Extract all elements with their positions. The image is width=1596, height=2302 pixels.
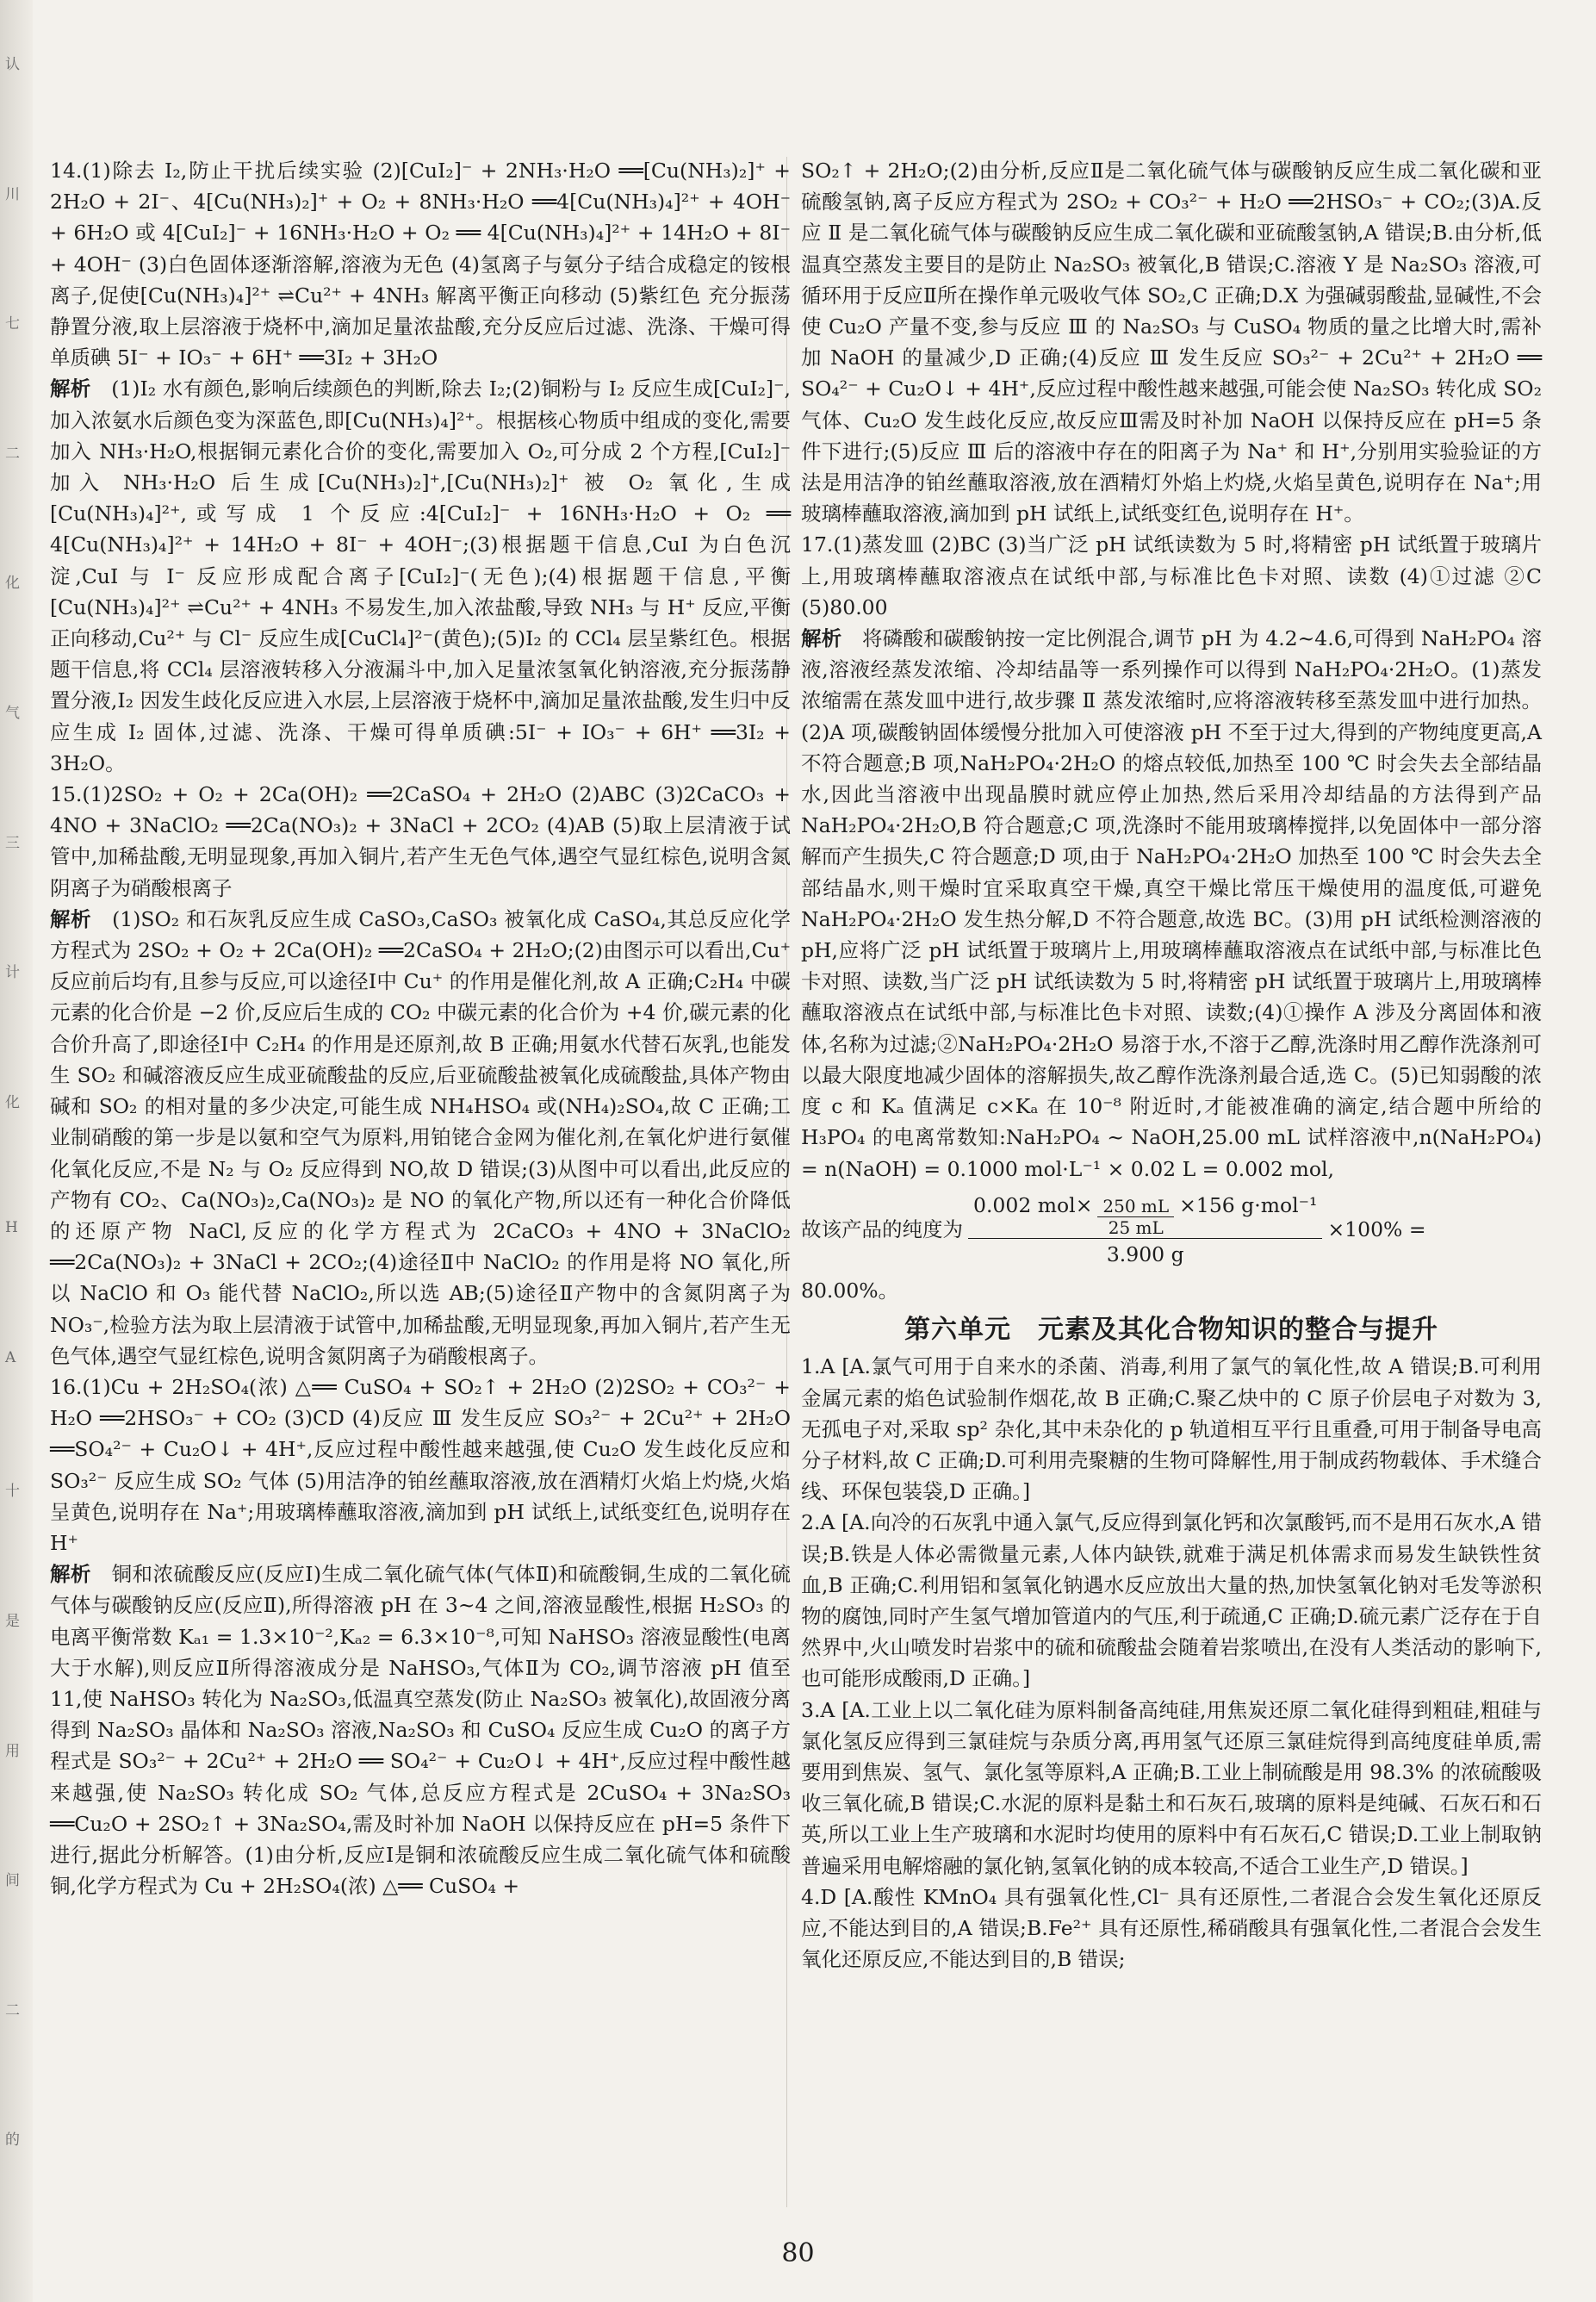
binding-edge-char: 川 [5,185,20,203]
purity-numerator-b: ×156 g·mol⁻¹ [1179,1192,1318,1217]
analysis-label: 解析 [801,626,842,651]
binding-edge-char: 二 [5,2001,20,2019]
purity-denominator: 3.900 g [1106,1241,1184,1266]
binding-edge-char: 十 [5,1483,20,1501]
q17-analysis [801,623,1542,1185]
binding-edge-char: 三 [5,834,20,852]
purity-numerator [968,1190,1322,1239]
q17-answer: 17.(1)蒸发皿 (2)BC (3)当广泛 pH 试纸读数为 5 时,将精密 pH 试纸置于玻璃片上,用玻璃棒蘸取溶液点在试纸中部,与标准比色卡对照、读数 (4)①过滤 ②C (5)80.00 [801,532,1542,619]
binding-edge-char: 二 [5,445,20,463]
page-binding-edge [0,0,33,2302]
binding-edge-char: 用 [5,1742,20,1760]
unit-answer-item: 3.A [A.工业上以二氧化硅为原料制备高纯硅,用焦炭还原二氧化硅得到粗硅,粗硅与氯化氢反应得到三氯硅烷与杂质分离,再用氢气还原三氯硅烷得到高纯度硅单质,需要用到焦炭、氢气、氯化氢等原料,A 正确;B.工业上制硫酸是用 98.3% 的浓硫酸吸收三氧化硫,B 错误;C.水泥的原料是黏土和石灰石,玻璃的原料是纯碱、石灰石和石英,所以工业上生产玻璃和水泥时均使用的原料中有石灰石,C 错误;D.工业上制取钠普遍采用电解熔融的氯化钠,氢氧化钠的成本较高,不适合工业生产,D 错误。] [801,1697,1542,1878]
volume-ratio [1097,1196,1174,1238]
analysis-label: 解析 [50,906,92,931]
unit-answer-item: 4.D [A.酸性 KMnO₄ 具有强氧化性,Cl⁻ 具有还原性,二者混合会发生氧化还原反应,不能达到目的,A 错误;B.Fe²⁺ 具有还原性,稀硝酸具有强氧化性,二者混合会发生氧化还原反应,不能达到目的,B 错误; [801,1884,1542,1972]
q16-answer: 16.(1)Cu + 2H₂SO₄(浓) △══ CuSO₄ + SO₂↑ + 2H₂O (2)2SO₂ + CO₃²⁻ + H₂O ══2HSO₃⁻ + CO₂ (3)CD (4)反应 Ⅲ 发生反应 SO₃²⁻ + 2Cu²⁺ + 2H₂O ══SO₄²⁻ + Cu₂O↓ + 4H⁺,反应过程中酸性越来越强,使 Cu₂O 发生歧化反应和 SO₃²⁻ 反应生成 SO₂ 气体 (5)用洁净的铂丝蘸取溶液,放在酒精灯火焰上灼烧,火焰呈黄色,说明存在 Na⁺;用玻璃棒蘸取溶液,滴加到 pH 试纸上,试纸变红色,说明存在 H⁺ [50,1374,791,1555]
q16-analysis [50,1559,791,1901]
q14-analysis-text: (1)I₂ 水有颜色,影响后续颜色的判断,除去 I₂;(2)铜粉与 I₂ 反应生成[CuI₂]⁻,加入浓氨水后颜色变为深蓝色,即[Cu(NH₃)₄]²⁺。根据核心物质中组成的变化,需要加入 NH₃·H₂O,根据铜元素化合价的变化,需要加入 O₂,可分成 2 个方程,[CuI₂]⁻ 加入 NH₃·H₂O 后生成[Cu(NH₃)₂]⁺,[Cu(NH₃)₂]⁺ 被 O₂ 氧化,生成[Cu(NH₃)₄]²⁺,或写成 1 个反应:4[CuI₂]⁻ + 16NH₃·H₂O + O₂ ══ 4[Cu(NH₃)₄]²⁺ + 14H₂O + 8I⁻ + 4OH⁻;(3)根据题干信息,CuI 为白色沉淀,CuI 与 I⁻ 反应形成配合离子[CuI₂]⁻(无色);(4)根据题干信息,平衡[Cu(NH₃)₄]²⁺ ⇌Cu²⁺ + 4NH₃ 不易发生,加入浓盐酸,导致 NH₃ 与 H⁺ 反应,平衡正向移动,Cu²⁺ 与 Cl⁻ 反应生成[CuCl₄]²⁻(黄色);(5)I₂ 的 CCl₄ 层呈紫红色。根据题干信息,将 CCl₄ 层溶液转移入分液漏斗中,加入足量浓氢氧化钠溶液,充分振荡静置分液,I₂ 因发生歧化反应进入水层,上层溶液于烧杯中,滴加足量浓盐酸,发生归中反应生成 I₂ 固体,过滤、洗涤、干燥可得单质碘:5I⁻ + IO₃⁻ + 6H⁺ ══3I₂ + 3H₂O。 [50,376,792,775]
q15-analysis [50,904,791,1372]
binding-edge-char: 计 [5,964,20,982]
unit-answer-item: 2.A [A.向冷的石灰乳中通入氯气,反应得到氯化钙和次氯酸钙,而不是用石灰水,A 错误;B.铁是人体必需微量元素,人体内缺铁,就难于满足机体需求而易发生缺铁性贫血,B 正确;C.利用铝和氢氧化钠遇水反应放出大量的热,加快氢氧化钠对毛发等淤积物的腐蚀,同时产生氢气增加管道内的气压,利于疏通,C 正确;D.硫元素广泛存在于自然界中,火山喷发时岩浆中的硫和硫酸盐会随着岩浆喷出,在没有人类活动的影响下,也可能形成酸雨,D 正确。] [801,1510,1542,1691]
purity-result: 80.00%。 [801,1278,899,1303]
analysis-label: 解析 [50,376,91,401]
volume-ratio-numerator: 250 mL [1097,1196,1174,1217]
q14-analysis [50,373,791,779]
page-number: 80 [781,2238,815,2268]
q16-analysis-continued: SO₂↑ + 2H₂O;(2)由分析,反应Ⅱ是二氧化硫气体与碳酸钠反应生成二氧化碳和亚硫酸氢钠,离子反应方程式为 2SO₂ + CO₃²⁻ + H₂O ══2HSO₃⁻ + CO₂;(3)A.反应 Ⅱ 是二氧化硫气体与碳酸钠反应生成二氧化碳和亚硫酸氢钠,A 错误;B.由分析,低温真空蒸发主要目的是防止 Na₂SO₃ 被氧化,B 错误;C.溶液 Y 是 Na₂SO₃ 溶液,可循环用于反应Ⅱ所在操作单元吸收气体 SO₂,C 正确;D.X 为强碱弱酸盐,显碱性,不会使 Cu₂O 产量不变,参与反应 Ⅲ 的 Na₂SO₃ 与 CuSO₄ 物质的量之比增大时,需补加 NaOH 的量减少,D 正确;(4)反应 Ⅲ 发生反应 SO₃²⁻ + 2Cu²⁺ + 2H₂O ══ SO₄²⁻ + Cu₂O↓ + 4H⁺,反应过程中酸性越来越强,可能会使 Na₂SO₃ 转化成 SO₂ 气体、Cu₂O 发生歧化反应,故反应Ⅲ需及时补加 NaOH 以保持反应在 pH=5 条件下进行;(5)反应 Ⅲ 后的溶液中存在的阳离子为 Na⁺ 和 H⁺,分别用实验验证的方法是用洁净的铂丝蘸取溶液,放在酒精灯外焰上灼烧,火焰呈黄色,说明存在 Na⁺;用玻璃棒蘸取溶液,滴加到 pH 试纸上,试纸变红色,说明存在 H⁺。 [801,159,1542,526]
q15-answer: 15.(1)2SO₂ + O₂ + 2Ca(OH)₂ ══2CaSO₄ + 2H₂O (2)ABC (3)2CaCO₃ + 4NO + 3NaClO₂ ══2Ca(NO₃)₂ + 3NaCl + 2CO₂ (4)AB (5)取上层清液于试管中,加稀盐酸,无明显现象,再加入铜片,若产生无色气体,遇空气显红棕色,说明含氮阴离子为硝酸根离子 [50,782,791,900]
binding-edge-char: 七 [5,315,20,333]
purity-fraction [968,1190,1322,1270]
binding-edge-char: 认 [5,56,20,73]
unit-answer-item: 1.A [A.氯气可用于自来水的杀菌、消毒,利用了氯气的氧化性,故 A 错误;B.可利用金属元素的焰色试验制作烟花,故 B 正确;C.聚乙炔中的 C 原子价层电子对数为 3,无孤电子对,采取 sp² 杂化,其中未杂化的 p 轨道相互平行且重叠,可用于制备导电高分子材料,故 C 正确;D.可利用壳聚糖的生物可降解性,用于制成药物载体、手术缝合线、环保包装袋,D 正确。] [801,1354,1542,1504]
left-column [50,155,791,1901]
binding-edge-char: 间 [5,1872,20,1890]
binding-edge-char: 气 [5,704,20,722]
q14-answer: 14.(1)除去 I₂,防止干扰后续实验 (2)[CuI₂]⁻ + 2NH₃·H₂O ══[Cu(NH₃)₂]⁺ + 2H₂O + 2I⁻、4[Cu(NH₃)₂]⁺ + O₂ + 8NH₃·H₂O ══4[Cu(NH₃)₄]²⁺ + 4OH⁻ + 6H₂O 或 4[CuI₂]⁻ + 16NH₃·H₂O + O₂ ══ 4[Cu(NH₃)₄]²⁺ + 14H₂O + 8I⁻ + 4OH⁻ (3)白色固体逐渐溶解,溶液为无色 (4)氢离子与氨分子结合成稳定的铵根离子,促使[Cu(NH₃)₄]²⁺ ⇌Cu²⁺ + 4NH₃ 解离平衡正向移动 (5)紫红色 充分振荡静置分液,取上层溶液于烧杯中,滴加足量浓盐酸,充分反应后过滤、洗涤、干燥可得单质碘 5I⁻ + IO₃⁻ + 6H⁺ ══3I₂ + 3H₂O [50,159,791,370]
purity-formula [801,1190,1542,1270]
binding-edge-char: 化 [5,1093,20,1111]
q16-analysis-text: 铜和浓硫酸反应(反应Ⅰ)生成二氧化硫气体(气体Ⅱ)和硫酸铜,生成的二氧化硫气体与碳酸钠反应(反应Ⅱ),所得溶液 pH 在 3~4 之间,溶液显酸性,根据 H₂SO₃ 的电离平衡常数 Kₐ₁ = 1.3×10⁻²,Kₐ₂ = 6.3×10⁻⁸,可知 NaHSO₃ 溶液显酸性(电离大于水解),则反应Ⅱ所得溶液成分是 NaHSO₃,气体Ⅱ为 CO₂,调节溶液 pH 值至 11,使 NaHSO₃ 转化为 Na₂SO₃,低温真空蒸发(防止 Na₂SO₃ 被氧化),故固液分离得到 Na₂SO₃ 晶体和 Na₂SO₃ 溶液,Na₂SO₃ 和 CuSO₄ 反应生成 Cu₂O 的离子方程式是 SO₃²⁻ + 2Cu²⁺ + 2H₂O ══ SO₄²⁻ + Cu₂O↓ + 4H⁺,反应过程中酸性越来越强,使 Na₂SO₃ 转化成 SO₂ 气体,总反应方程式是 2CuSO₄ + 3Na₂SO₃ ══Cu₂O + 2SO₂↑ + 3Na₂SO₄,需及时补加 NaOH 以保持反应在 pH=5 条件下进行,据此分析解答。(1)由分析,反应Ⅰ是铜和浓硫酸反应生成二氧化硫气体和硫酸铜,化学方程式为 Cu + 2H₂SO₄(浓) △══ CuSO₄ + [50,1562,792,1899]
q15-analysis-text: (1)SO₂ 和石灰乳反应生成 CaSO₃,CaSO₃ 被氧化成 CaSO₄,其总反应化学方程式为 2SO₂ + O₂ + 2Ca(OH)₂ ══2CaSO₄ + 2H₂O;(2)由图示可以看出,Cu⁺ 反应前后均有,且参与反应,可以途径Ⅰ中 Cu⁺ 的作用是催化剂,故 A 正确;C₂H₄ 中碳元素的化合价是 −2 价,反应后生成的 CO₂ 中碳元素的化合价为 +4 价,碳元素的化合价升高了,即途径Ⅰ中 C₂H₄ 的作用是还原剂,故 B 正确;用氨水代替石灰乳,也能发生 SO₂ 和碱溶液反应生成亚硫酸盐的反应,后亚硫酸盐被氧化成硫酸盐,具体产物由碱和 SO₂ 的相对量的多少决定,可能生成 NH₄HSO₄ 或(NH₄)₂SO₄,故 C 正确;工业制硝酸的第一步是以氨和空气为原料,用铂铑合金网为催化剂,在氧化炉进行氨催化氧化反应,不是 N₂ 与 O₂ 反应得到 NO,故 D 错误;(3)从图中可以看出,此反应的产物有 CO₂、Ca(NO₃)₂,Ca(NO₃)₂ 是 NO 的氧化产物,所以还有一种化合价降低的还原产物 NaCl,反应的化学方程式为 2CaCO₃ + 4NO + 3NaClO₂ ══2Ca(NO₃)₂ + 3NaCl + 2CO₂;(4)途径Ⅱ中 NaClO₂ 的作用是将 NO 氧化,所以 NaClO 和 O₃ 能代替 NaClO₂,所以选 AB;(5)途径Ⅱ产物中的含氮阴离子为 NO₃⁻,检验方法为取上层清液于试管中,加稀盐酸,无明显现象,再加入铜片,若产生无色气体,遇空气显红棕色,说明含氮阴离子为硝酸根离子。 [50,906,791,1368]
q17-analysis-text: 将磷酸和碳酸钠按一定比例混合,调节 pH 为 4.2~4.6,可得到 NaH₂PO₄ 溶液,溶液经蒸发浓缩、冷却结晶等一系列操作可以得到 NaH₂PO₄·2H₂O。(1)蒸发浓缩需在蒸发皿中进行,故步骤 Ⅱ 蒸发浓缩时,应将溶液转移至蒸发皿中进行加热。(2)A 项,碳酸钠固体缓慢分批加入可使溶液 pH 不至于过大,得到的产物纯度更高,A 不符合题意;B 项,NaH₂PO₄·2H₂O 的熔点较低,加热至 100 ℃ 时会失去全部结晶水,因此当溶液中出现晶膜时就应停止加热,然后采用冷却结晶的方法得到产品 NaH₂PO₄·2H₂O,B 符合题意;C 项,洗涤时不能用玻璃棒搅拌,以免固体中一部分溶解而产生损失,C 符合题意;D 项,由于 NaH₂PO₄·2H₂O 加热至 100 ℃ 时会失去全部结晶水,则干燥时宜采取真空干燥,真空干燥比常压干燥使用的温度低,可避免 NaH₂PO₄·2H₂O 发生热分解,D 不符合题意,故选 BC。(3)用 pH 试纸检测溶液的 pH,应将广泛 pH 试纸置于玻璃片上,用玻璃棒蘸取溶液点在试纸中部,与标准比色卡对照、读数,当广泛 pH 试纸读数为 5 时,将精密 pH 试纸置于玻璃片上,用玻璃棒蘸取溶液点在试纸中部,与标准比色卡对照、读数;(4)①操作 A 涉及分离固体和液体,名称为过滤;②NaH₂PO₄·2H₂O 易溶于水,不溶于乙醇,洗涤时用乙醇作洗涤剂可以最大限度地减少固体的溶解损失,故乙醇作洗涤剂最合适,选 C。(5)已知弱酸的浓度 c 和 Kₐ 值满足 c×Kₐ 在 10⁻⁸ 附近时,才能被准确的滴定,结合题中所给的 H₃PO₄ 的电离常数知:NaH₂PO₄ ~ NaOH,25.00 mL 试样溶液中,n(NaH₂PO₄) = n(NaOH) = 0.1000 mol·L⁻¹ × 0.02 L = 0.002 mol, [801,626,1543,1181]
unit-answer-list [801,1351,1542,1975]
binding-edge-char: H [5,1219,18,1237]
binding-edge-char: A [5,1348,16,1366]
volume-ratio-denominator: 25 mL [1108,1216,1164,1238]
right-column [801,155,1542,1975]
purity-numerator-a: 0.002 mol× [973,1192,1093,1217]
purity-suffix: ×100% = [1327,1217,1426,1242]
binding-edge-char: 的 [5,2131,20,2150]
analysis-label: 解析 [50,1562,91,1587]
binding-edge-char: 化 [5,575,20,593]
unit-title: 第六单元 元素及其化合物知识的整合与提升 [904,1315,1438,1346]
purity-prefix: 故该产品的纯度为 [801,1217,963,1242]
binding-edge-char: 是 [5,1613,20,1631]
